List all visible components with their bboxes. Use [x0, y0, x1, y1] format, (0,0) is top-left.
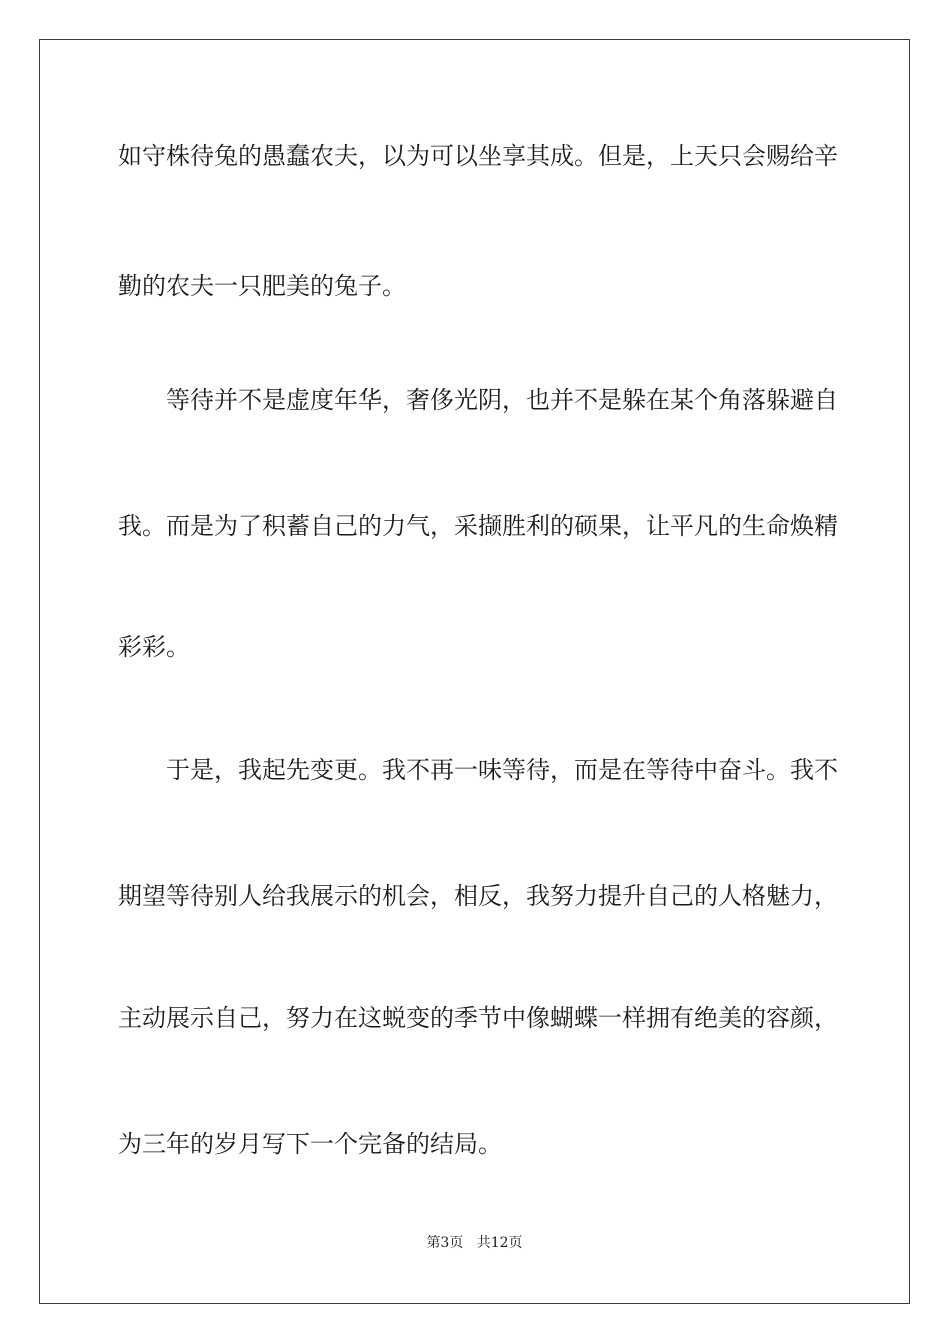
paragraph-line: 于是，我起先变更。我不再一味等待，而是在等待中奋斗。我不: [166, 756, 838, 784]
paragraph-line: 为三年的岁月写下一个完备的结局。: [118, 1130, 502, 1158]
paragraph-line: 勤的农夫一只肥美的兔子。: [118, 272, 406, 300]
document-page: [39, 39, 910, 1304]
page-number: 第3页: [426, 1235, 464, 1251]
paragraph-line: 期望等待别人给我展示的机会，相反，我努力提升自己的人格魅力，: [118, 882, 838, 910]
paragraph-line: 我。而是为了积蓄自己的力气，采撷胜利的硕果，让平凡的生命焕精: [118, 512, 838, 540]
paragraph-line: 彩彩。: [118, 633, 190, 661]
page-footer: [40, 1233, 909, 1253]
page-total: 共12页: [476, 1235, 523, 1251]
paragraph-line: 如守株待兔的愚蠢农夫，以为可以坐享其成。但是，上天只会赐给辛: [118, 142, 838, 170]
paragraph-line: 等待并不是虚度年华，奢侈光阴，也并不是躲在某个角落躲避自: [166, 386, 838, 414]
paragraph-line: 主动展示自己，努力在这蜕变的季节中像蝴蝶一样拥有绝美的容颜，: [118, 1004, 838, 1032]
